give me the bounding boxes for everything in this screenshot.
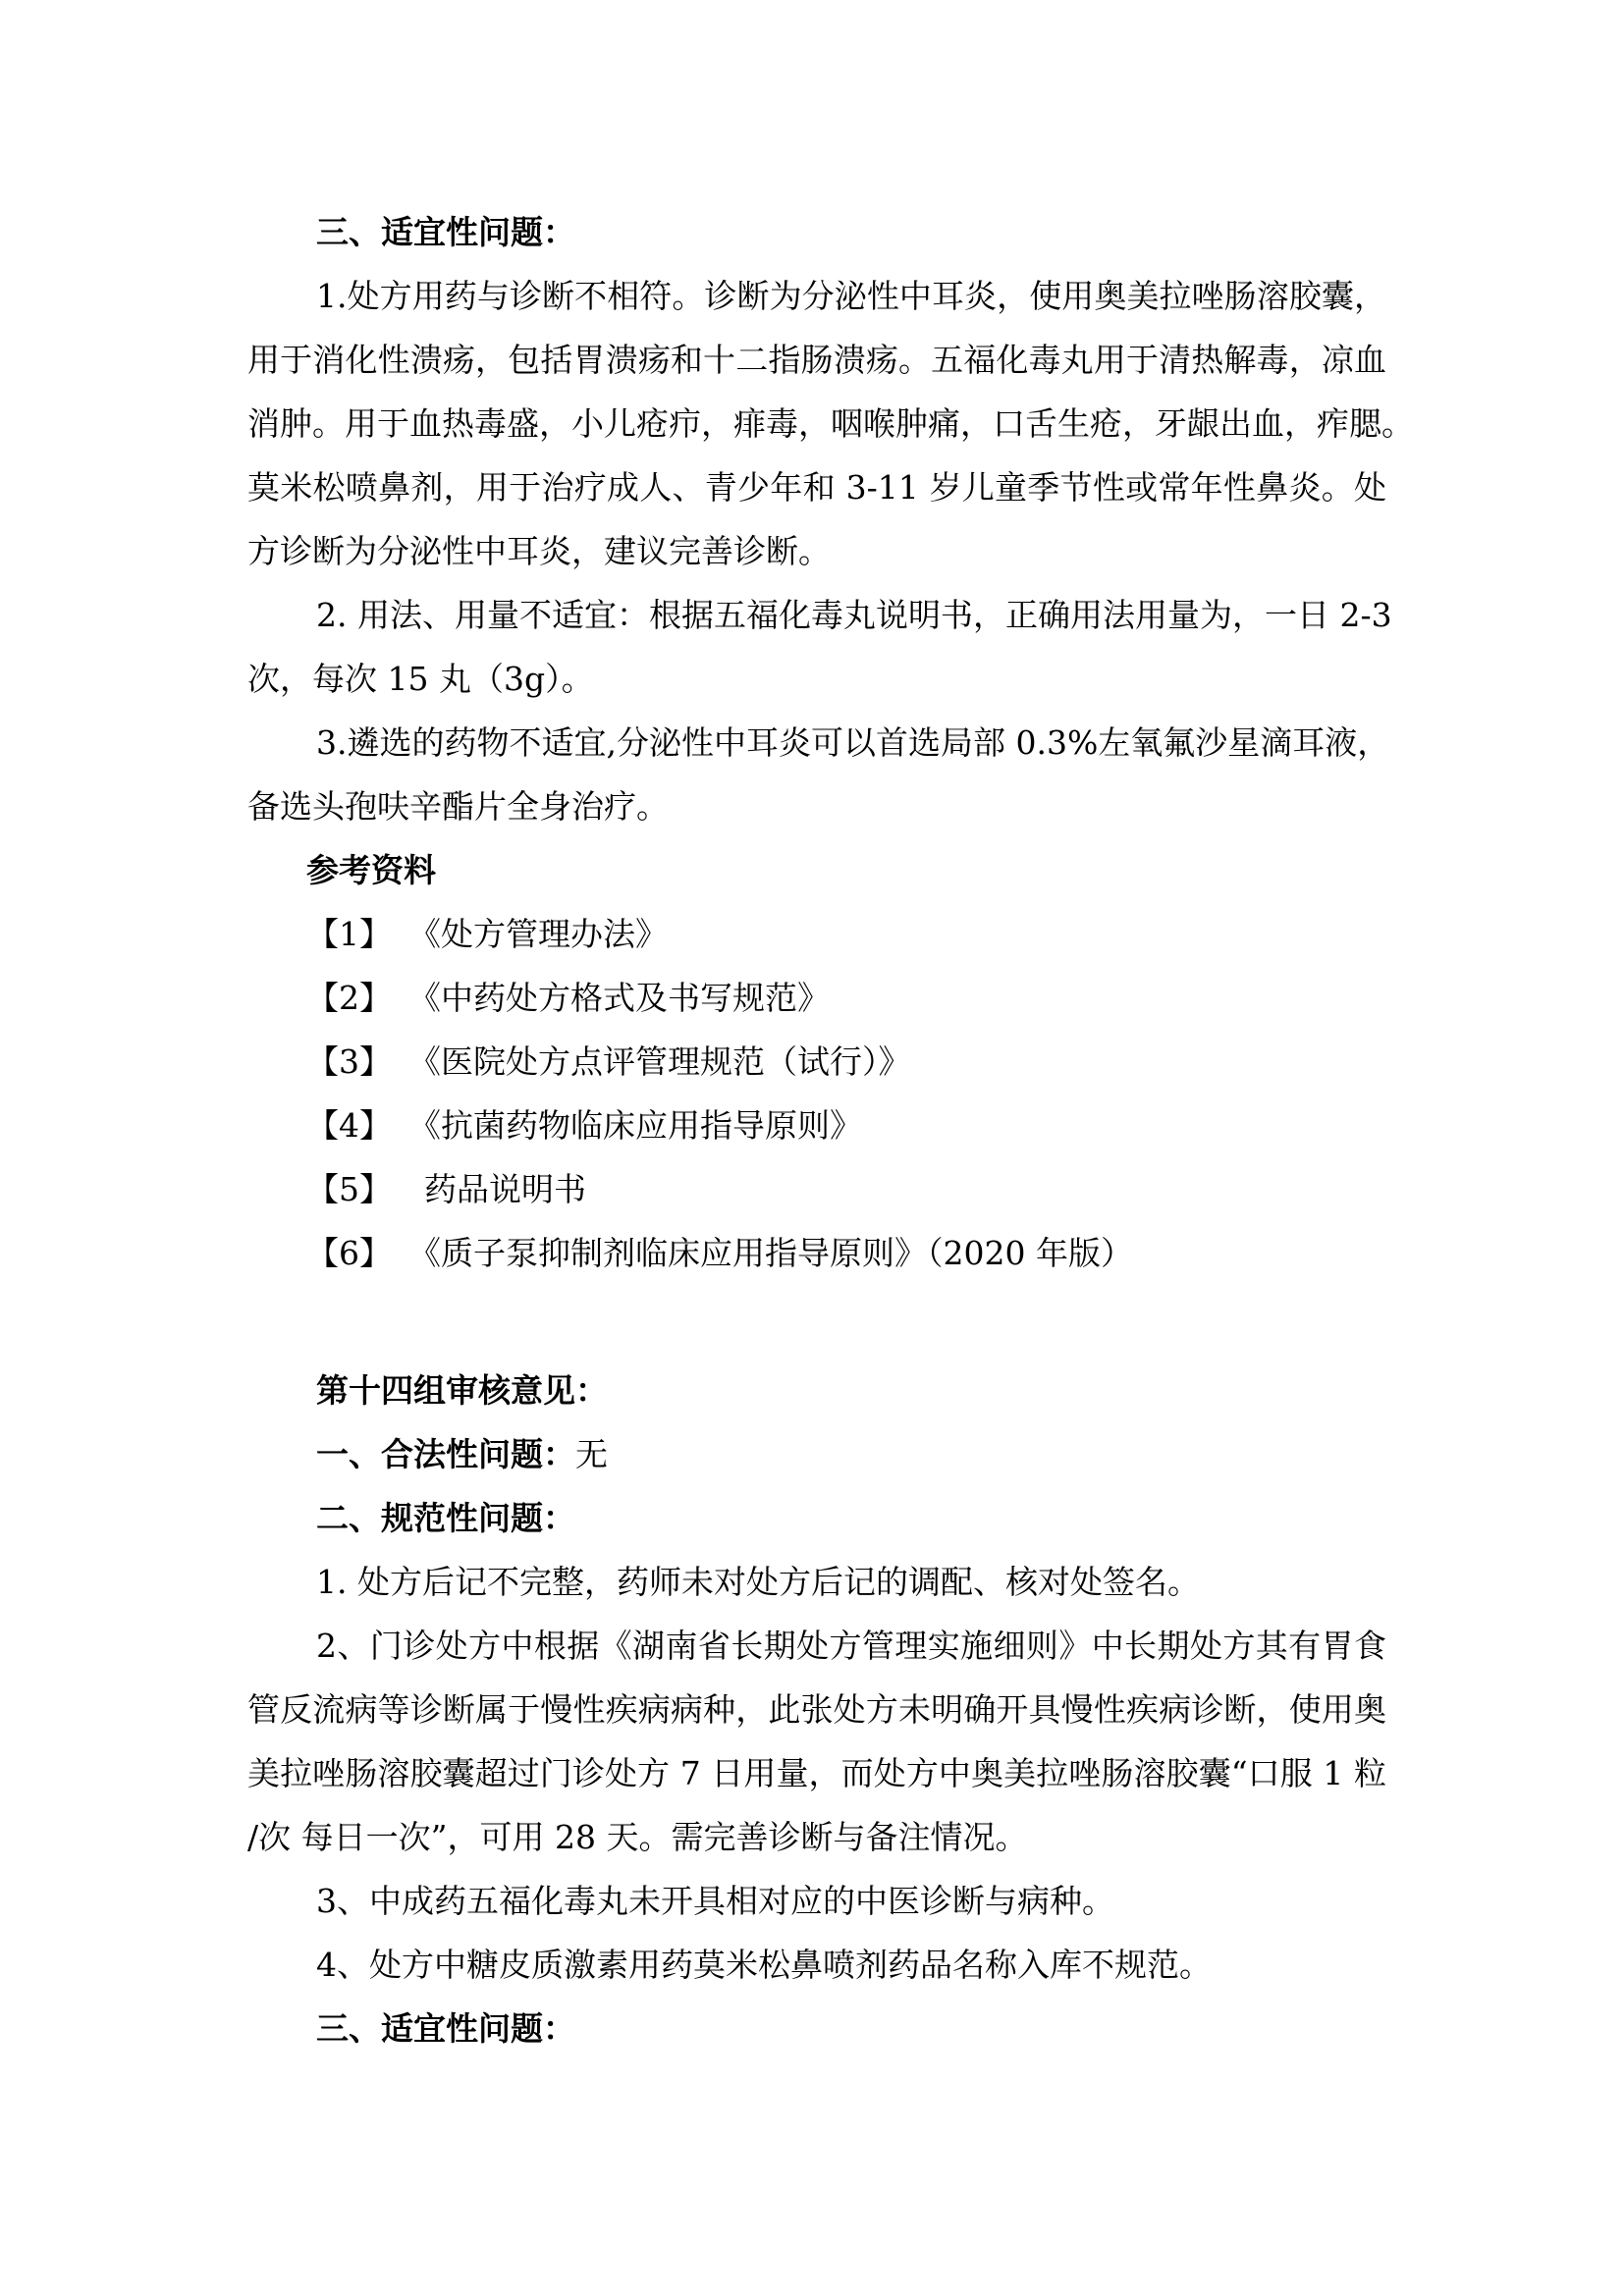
references-heading: 参考资料 (306, 851, 436, 889)
paragraph-line: 美拉唑肠溶胶囊超过门诊处方 7 日用量，而处方中奥美拉唑肠溶胶囊“口服 1 粒 (247, 1754, 1386, 1792)
reference-text: 《处方管理办法》 (408, 915, 668, 953)
reference-number: 【5】 (306, 1170, 392, 1208)
paragraph-line: 3.遴选的药物不适宜,分泌性中耳炎可以首选局部 0.3%左氧氟沙星滴耳液， (316, 723, 1390, 762)
reference-text: 药品说明书 (424, 1170, 586, 1208)
reference-item (306, 1166, 586, 1213)
reference-item (306, 975, 830, 1022)
paragraph-line: 2. 用法、用量不适宜：根据五福化毒丸说明书，正确用法用量为，一日 2-3 (316, 596, 1392, 634)
reference-number: 【6】 (306, 1234, 392, 1272)
paragraph-line: 次，每次 15 丸（3g）。 (247, 660, 594, 698)
norm-heading: 二、规范性问题： (316, 1499, 575, 1537)
paragraph-line: 莫米松喷鼻剂，用于治疗成人、青少年和 3-11 岁儿童季节性或常年性鼻炎。处 (247, 468, 1386, 507)
section-heading-suitability: 三、适宜性问题： (316, 213, 575, 251)
group-title: 第十四组审核意见： (316, 1371, 608, 1410)
legality-value: 无 (575, 1435, 608, 1473)
paragraph-line: 消肿。用于血热毒盛，小儿疮疖，痱毒，咽喉肿痛，口舌生疮，牙龈出血，痄腮。 (247, 404, 1414, 443)
legality-line (316, 1431, 608, 1478)
paragraph-line: /次 每日一次”，可用 28 天。需完善诊断与备注情况。 (247, 1818, 1028, 1856)
paragraph-line: 3、中成药五福化毒丸未开具相对应的中医诊断与病种。 (316, 1882, 1114, 1920)
reference-item (306, 1102, 862, 1149)
reference-text: 《质子泵抑制剂临床应用指导原则》（2020 年版） (408, 1234, 1133, 1272)
paragraph-line: 用于消化性溃疡，包括胃溃疡和十二指肠溃疡。五福化毒丸用于清热解毒，凉血 (247, 341, 1386, 379)
paragraph-line: 2、门诊处方中根据《湖南省长期处方管理实施细则》中长期处方其有胃食 (316, 1627, 1386, 1665)
reference-number: 【3】 (306, 1042, 392, 1081)
reference-text: 《抗菌药物临床应用指导原则》 (408, 1106, 862, 1145)
paragraph-line: 方诊断为分泌性中耳炎，建议完善诊断。 (247, 532, 831, 570)
suitability-heading: 三、适宜性问题： (316, 2009, 575, 2048)
reference-text: 《中药处方格式及书写规范》 (408, 979, 830, 1017)
paragraph-line: 管反流病等诊断属于慢性疾病病种，此张处方未明确开具慢性疾病诊断，使用奥 (247, 1690, 1386, 1729)
paragraph-line: 备选头孢呋辛酯片全身治疗。 (247, 787, 669, 826)
reference-number: 【2】 (306, 979, 392, 1017)
reference-text: 《医院处方点评管理规范（试行）》 (408, 1042, 911, 1081)
reference-item (306, 911, 668, 958)
reference-number: 【4】 (306, 1106, 392, 1145)
paragraph-line: 1.处方用药与诊断不相符。诊断为分泌性中耳炎，使用奥美拉唑肠溶胶囊， (316, 277, 1386, 315)
paragraph-line: 1. 处方后记不完整，药师未对处方后记的调配、核对处签名。 (316, 1563, 1200, 1601)
legality-label: 一、合法性问题： (316, 1435, 575, 1473)
reference-item (306, 1039, 911, 1086)
reference-item (306, 1230, 1133, 1277)
reference-number: 【1】 (306, 915, 392, 953)
paragraph-line: 4、处方中糖皮质激素用药莫米松鼻喷剂药品名称入库不规范。 (316, 1946, 1212, 1984)
